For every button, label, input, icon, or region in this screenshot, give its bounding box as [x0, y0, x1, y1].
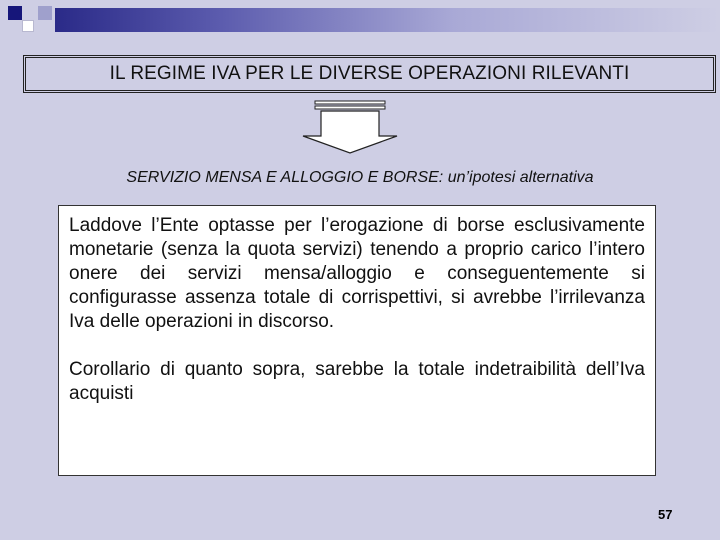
corner-square-dark: [8, 6, 22, 20]
corner-square-light: [38, 6, 52, 20]
slide-title-box: [23, 55, 716, 93]
down-arrow-icon: [295, 100, 405, 155]
content-text-box: [58, 205, 656, 476]
corner-square-white: [22, 20, 34, 32]
slide-subtitle: SERVIZIO MENSA E ALLOGGIO E BORSE: un’ipotesi alternativa: [126, 169, 594, 186]
page-number: 57: [658, 507, 673, 522]
header-gradient-bar: [55, 8, 720, 32]
paragraph-1: Laddove l’Ente optasse per l’erogazione di borse esclusivamente monetarie (senza la quota servizi) tenendo a proprio carico l’intero onere dei servizi mensa/alloggio e conseguentemente si configurasse assenza totale di corrispettivi, si avrebbe l’irrilevanza Iva delle operazioni in discorso.: [69, 215, 645, 332]
paragraph-2: Corollario di quanto sopra, sarebbe la totale indetraibilità dell’Iva acquisti: [69, 359, 645, 404]
slide-title: IL REGIME IVA PER LE DIVERSE OPERAZIONI RILEVANTI: [109, 63, 630, 84]
